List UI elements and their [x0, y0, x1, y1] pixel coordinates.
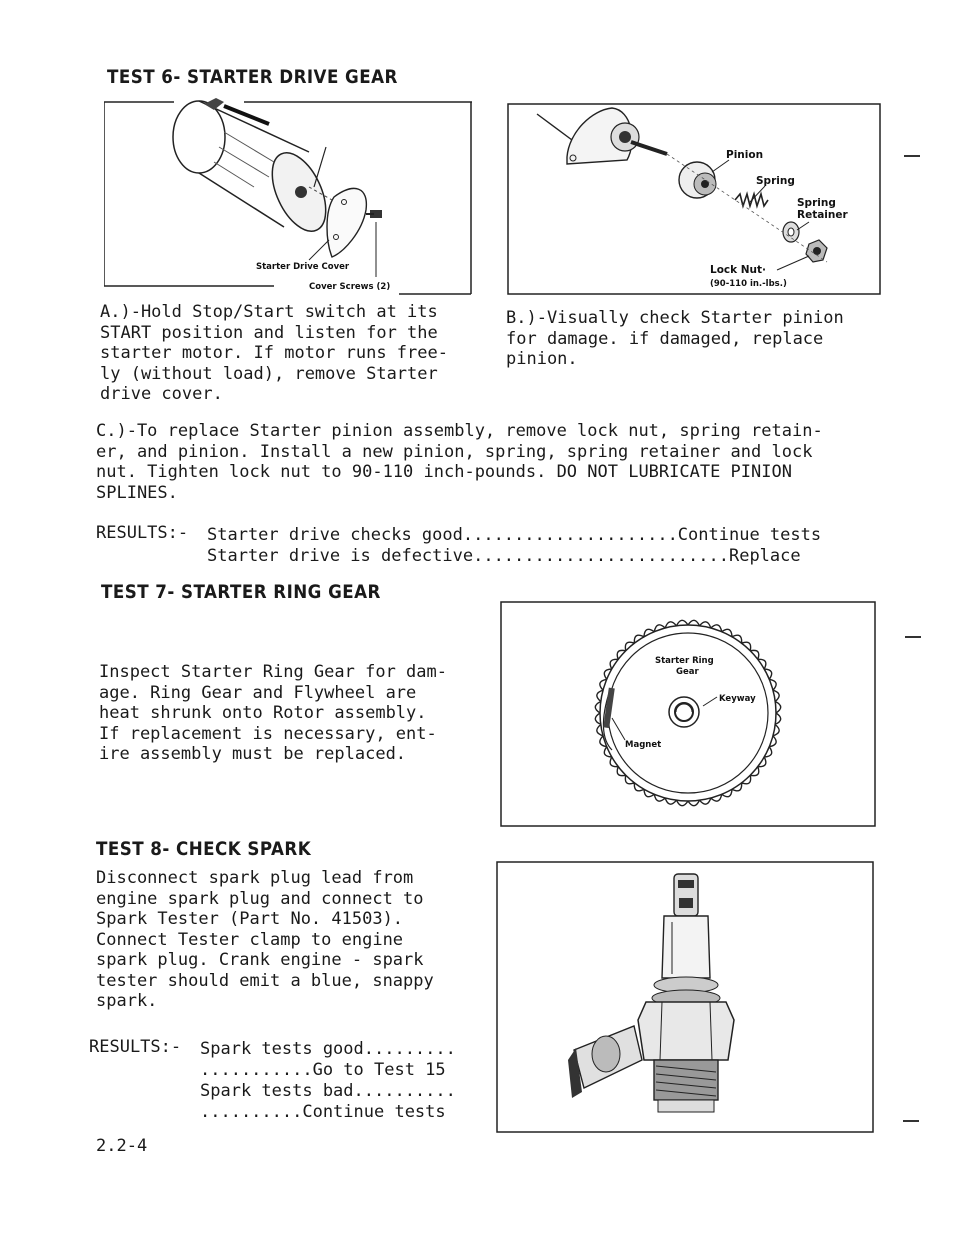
lock-nut-icon	[806, 240, 827, 262]
test6-step-c: C.)-To replace Starter pinion assembly, remove lock nut, spring retain- er, and pinion. Install a new pinion, spring, spring retainer and lock nut. Tighten lock nut to 90-110 inch-pounds. DO NOT LUBRICATE PINION SPLINES.	[96, 421, 823, 503]
label-keyway: Keyway	[719, 694, 756, 704]
test6-step-a: A.)-Hold Stop/Start switch at its START position and listen for the starter motor. If motor runs free- ly (without load), remove Starter drive cover.	[100, 302, 448, 404]
test6-step-b: B.)-Visually check Starter pinion for damage. if damaged, replace pinion.	[506, 308, 844, 369]
margin-tick	[903, 1120, 919, 1122]
cover-screw-icon	[366, 210, 382, 218]
margin-tick	[905, 636, 921, 638]
test8-result-good-next: ...........Go to Test 15	[200, 1060, 446, 1080]
label-starter-ring-gear-1: Starter Ring	[655, 656, 714, 666]
test6-results-prefix: RESULTS:-	[96, 523, 189, 543]
tester-clamp-drawing	[568, 1026, 642, 1098]
test8-result-bad: Spark tests bad..........	[200, 1081, 456, 1101]
starter-motor-drawing	[173, 98, 337, 239]
pinion-gear-icon	[679, 162, 716, 198]
test8-result-good: Spark tests good.........	[200, 1039, 456, 1059]
label-spring-retainer-1: Spring	[797, 197, 836, 209]
test8-heading: TEST 8- CHECK SPARK	[96, 838, 312, 860]
test6-result-defective: Starter drive is defective.........................Replace	[207, 546, 801, 566]
label-pinion: Pinion	[726, 149, 764, 161]
test8-result-bad-next: ..........Continue tests	[200, 1102, 446, 1122]
label-starter-ring-gear-2: Gear	[676, 667, 699, 677]
ring-gear-drawing	[595, 620, 780, 805]
ring-gear-figure	[500, 600, 878, 830]
test6-result-good: Starter drive checks good.....................Continue tests	[207, 525, 822, 545]
label-starter-drive-cover: Starter Drive Cover	[256, 262, 350, 272]
page-number: 2.2-4	[96, 1136, 148, 1156]
label-lock-nut: Lock Nut·	[710, 264, 767, 276]
test8-results-prefix: RESULTS:-	[89, 1037, 182, 1057]
test8-body: Disconnect spark plug lead from engine spark plug and connect to Spark Tester (Part No. 41503). Connect Tester clamp to engine spark plug. Crank engine - spark tester should emit a blue, snappy spark.	[96, 868, 434, 1011]
starter-drive-cover-figure	[104, 92, 474, 296]
motor-end-drawing	[537, 108, 667, 164]
label-lock-nut-torque: (90-110 in.-lbs.)	[710, 279, 787, 289]
label-magnet: Magnet	[625, 740, 662, 750]
margin-tick	[904, 155, 920, 157]
spark-tester-figure	[496, 860, 876, 1136]
label-cover-screws: Cover Screws (2)	[309, 282, 391, 292]
pinion-assembly-figure	[507, 102, 883, 298]
spark-plug-drawing	[638, 874, 734, 1112]
test7-heading: TEST 7- STARTER RING GEAR	[101, 581, 381, 603]
spring-retainer-icon	[783, 222, 799, 242]
test6-heading: TEST 6- STARTER DRIVE GEAR	[107, 66, 398, 88]
label-spring: Spring	[756, 175, 795, 187]
label-spring-retainer-2: Retainer	[797, 209, 848, 221]
test7-body: Inspect Starter Ring Gear for dam- age. Ring Gear and Flywheel are heat shrunk onto Rotor assembly. If replacement is necessary, ent- ire assembly must be replaced.	[99, 662, 447, 764]
